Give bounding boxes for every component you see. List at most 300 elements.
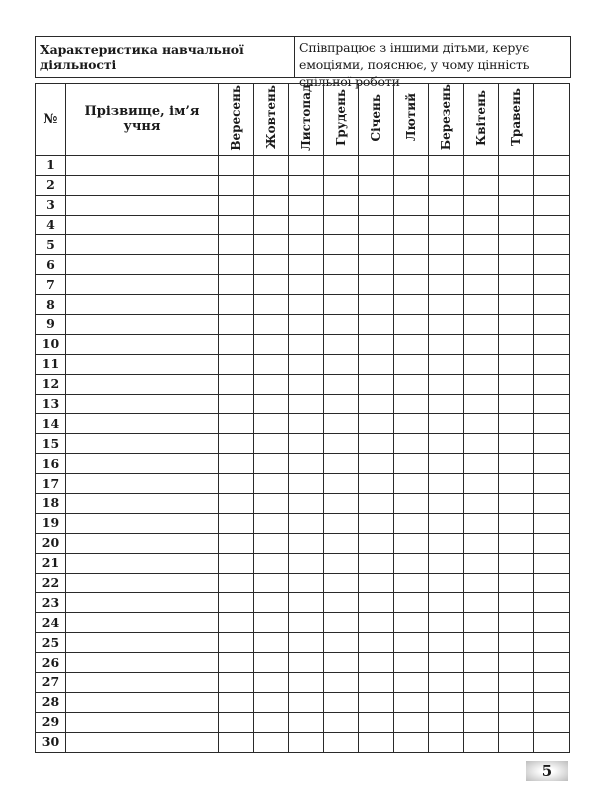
month-mark-cell[interactable] xyxy=(359,414,394,434)
month-mark-cell[interactable] xyxy=(254,573,289,593)
month-mark-cell[interactable] xyxy=(289,374,324,394)
student-name-cell[interactable] xyxy=(66,434,219,454)
month-mark-cell[interactable] xyxy=(324,334,359,354)
month-mark-cell[interactable] xyxy=(219,275,254,295)
month-mark-cell[interactable] xyxy=(254,474,289,494)
month-mark-cell[interactable] xyxy=(429,314,464,334)
month-mark-cell[interactable] xyxy=(359,653,394,673)
month-mark-cell[interactable] xyxy=(499,235,534,255)
month-mark-cell[interactable] xyxy=(499,255,534,275)
month-mark-cell[interactable] xyxy=(499,573,534,593)
month-mark-cell[interactable] xyxy=(429,653,464,673)
month-mark-cell[interactable] xyxy=(429,533,464,553)
month-mark-cell[interactable] xyxy=(254,653,289,673)
month-mark-cell[interactable] xyxy=(499,175,534,195)
student-name-cell[interactable] xyxy=(66,155,219,175)
month-mark-cell[interactable] xyxy=(394,314,429,334)
month-mark-cell[interactable] xyxy=(464,414,499,434)
month-mark-cell[interactable] xyxy=(289,712,324,732)
month-mark-cell[interactable] xyxy=(359,493,394,513)
month-mark-cell[interactable] xyxy=(464,454,499,474)
month-mark-cell[interactable] xyxy=(254,195,289,215)
month-mark-cell[interactable] xyxy=(289,692,324,712)
student-name-cell[interactable] xyxy=(66,513,219,533)
month-mark-cell[interactable] xyxy=(464,553,499,573)
month-mark-cell[interactable] xyxy=(219,334,254,354)
month-mark-cell[interactable] xyxy=(499,314,534,334)
month-mark-cell[interactable] xyxy=(289,454,324,474)
month-mark-cell[interactable] xyxy=(429,414,464,434)
month-mark-cell[interactable] xyxy=(499,474,534,494)
month-mark-cell[interactable] xyxy=(499,513,534,533)
month-mark-cell[interactable] xyxy=(289,613,324,633)
student-name-cell[interactable] xyxy=(66,454,219,474)
month-mark-cell[interactable] xyxy=(394,672,429,692)
month-mark-cell[interactable] xyxy=(219,672,254,692)
student-name-cell[interactable] xyxy=(66,414,219,434)
month-mark-cell[interactable] xyxy=(289,593,324,613)
month-mark-cell[interactable] xyxy=(464,275,499,295)
month-mark-cell[interactable] xyxy=(394,235,429,255)
month-mark-cell[interactable] xyxy=(219,374,254,394)
month-mark-cell[interactable] xyxy=(324,493,359,513)
month-mark-cell[interactable] xyxy=(324,175,359,195)
month-mark-cell[interactable] xyxy=(359,314,394,334)
student-name-cell[interactable] xyxy=(66,633,219,653)
month-mark-cell[interactable] xyxy=(394,613,429,633)
month-mark-cell[interactable] xyxy=(359,354,394,374)
month-mark-cell[interactable] xyxy=(289,653,324,673)
month-mark-cell[interactable] xyxy=(464,633,499,653)
month-mark-cell[interactable] xyxy=(499,354,534,374)
month-mark-cell[interactable] xyxy=(394,732,429,752)
month-mark-cell[interactable] xyxy=(324,314,359,334)
month-mark-cell[interactable] xyxy=(324,354,359,374)
month-mark-cell[interactable] xyxy=(289,235,324,255)
month-mark-cell[interactable] xyxy=(429,275,464,295)
month-mark-cell[interactable] xyxy=(429,553,464,573)
month-mark-cell[interactable] xyxy=(394,533,429,553)
month-mark-cell[interactable] xyxy=(394,553,429,573)
student-name-cell[interactable] xyxy=(66,314,219,334)
month-mark-cell[interactable] xyxy=(464,374,499,394)
month-mark-cell[interactable] xyxy=(499,533,534,553)
month-mark-cell[interactable] xyxy=(534,692,570,712)
month-mark-cell[interactable] xyxy=(359,155,394,175)
month-mark-cell[interactable] xyxy=(359,513,394,533)
month-mark-cell[interactable] xyxy=(464,295,499,315)
month-mark-cell[interactable] xyxy=(394,712,429,732)
month-mark-cell[interactable] xyxy=(394,414,429,434)
month-mark-cell[interactable] xyxy=(359,672,394,692)
month-mark-cell[interactable] xyxy=(394,334,429,354)
month-mark-cell[interactable] xyxy=(429,454,464,474)
month-mark-cell[interactable] xyxy=(359,712,394,732)
month-mark-cell[interactable] xyxy=(429,394,464,414)
month-mark-cell[interactable] xyxy=(534,215,570,235)
month-mark-cell[interactable] xyxy=(394,275,429,295)
month-mark-cell[interactable] xyxy=(219,215,254,235)
month-mark-cell[interactable] xyxy=(219,533,254,553)
month-mark-cell[interactable] xyxy=(429,334,464,354)
month-mark-cell[interactable] xyxy=(464,334,499,354)
month-mark-cell[interactable] xyxy=(219,235,254,255)
student-name-cell[interactable] xyxy=(66,712,219,732)
month-mark-cell[interactable] xyxy=(289,553,324,573)
month-mark-cell[interactable] xyxy=(289,474,324,494)
month-mark-cell[interactable] xyxy=(219,633,254,653)
month-mark-cell[interactable] xyxy=(254,553,289,573)
month-mark-cell[interactable] xyxy=(499,394,534,414)
month-mark-cell[interactable] xyxy=(324,593,359,613)
month-mark-cell[interactable] xyxy=(289,275,324,295)
month-mark-cell[interactable] xyxy=(324,155,359,175)
month-mark-cell[interactable] xyxy=(219,553,254,573)
month-mark-cell[interactable] xyxy=(499,195,534,215)
month-mark-cell[interactable] xyxy=(324,414,359,434)
month-mark-cell[interactable] xyxy=(534,712,570,732)
month-mark-cell[interactable] xyxy=(499,414,534,434)
month-mark-cell[interactable] xyxy=(254,354,289,374)
month-mark-cell[interactable] xyxy=(534,493,570,513)
month-mark-cell[interactable] xyxy=(464,533,499,553)
month-mark-cell[interactable] xyxy=(359,215,394,235)
month-mark-cell[interactable] xyxy=(499,712,534,732)
month-mark-cell[interactable] xyxy=(394,633,429,653)
month-mark-cell[interactable] xyxy=(324,394,359,414)
month-mark-cell[interactable] xyxy=(254,374,289,394)
month-mark-cell[interactable] xyxy=(254,454,289,474)
month-mark-cell[interactable] xyxy=(289,354,324,374)
month-mark-cell[interactable] xyxy=(394,434,429,454)
month-mark-cell[interactable] xyxy=(219,175,254,195)
month-mark-cell[interactable] xyxy=(289,533,324,553)
month-mark-cell[interactable] xyxy=(289,493,324,513)
month-mark-cell[interactable] xyxy=(219,155,254,175)
month-mark-cell[interactable] xyxy=(464,215,499,235)
month-mark-cell[interactable] xyxy=(219,314,254,334)
month-mark-cell[interactable] xyxy=(254,533,289,553)
month-mark-cell[interactable] xyxy=(429,593,464,613)
month-mark-cell[interactable] xyxy=(324,295,359,315)
month-mark-cell[interactable] xyxy=(464,593,499,613)
month-mark-cell[interactable] xyxy=(254,613,289,633)
month-mark-cell[interactable] xyxy=(394,493,429,513)
month-mark-cell[interactable] xyxy=(289,414,324,434)
student-name-cell[interactable] xyxy=(66,692,219,712)
month-mark-cell[interactable] xyxy=(534,474,570,494)
month-mark-cell[interactable] xyxy=(254,295,289,315)
month-mark-cell[interactable] xyxy=(324,374,359,394)
month-mark-cell[interactable] xyxy=(464,255,499,275)
month-mark-cell[interactable] xyxy=(464,513,499,533)
month-mark-cell[interactable] xyxy=(254,712,289,732)
month-mark-cell[interactable] xyxy=(254,493,289,513)
month-mark-cell[interactable] xyxy=(534,275,570,295)
month-mark-cell[interactable] xyxy=(359,394,394,414)
month-mark-cell[interactable] xyxy=(219,593,254,613)
month-mark-cell[interactable] xyxy=(534,513,570,533)
month-mark-cell[interactable] xyxy=(394,175,429,195)
month-mark-cell[interactable] xyxy=(429,295,464,315)
month-mark-cell[interactable] xyxy=(219,255,254,275)
month-mark-cell[interactable] xyxy=(359,553,394,573)
month-mark-cell[interactable] xyxy=(289,175,324,195)
month-mark-cell[interactable] xyxy=(324,513,359,533)
month-mark-cell[interactable] xyxy=(534,314,570,334)
month-mark-cell[interactable] xyxy=(499,633,534,653)
month-mark-cell[interactable] xyxy=(394,593,429,613)
month-mark-cell[interactable] xyxy=(499,653,534,673)
student-name-cell[interactable] xyxy=(66,195,219,215)
month-mark-cell[interactable] xyxy=(464,653,499,673)
month-mark-cell[interactable] xyxy=(289,295,324,315)
month-mark-cell[interactable] xyxy=(534,414,570,434)
month-mark-cell[interactable] xyxy=(219,434,254,454)
month-mark-cell[interactable] xyxy=(464,493,499,513)
month-mark-cell[interactable] xyxy=(429,712,464,732)
month-mark-cell[interactable] xyxy=(324,454,359,474)
month-mark-cell[interactable] xyxy=(429,235,464,255)
month-mark-cell[interactable] xyxy=(534,195,570,215)
month-mark-cell[interactable] xyxy=(324,613,359,633)
month-mark-cell[interactable] xyxy=(359,295,394,315)
month-mark-cell[interactable] xyxy=(254,513,289,533)
month-mark-cell[interactable] xyxy=(394,215,429,235)
student-name-cell[interactable] xyxy=(66,732,219,752)
month-mark-cell[interactable] xyxy=(219,692,254,712)
month-mark-cell[interactable] xyxy=(429,493,464,513)
month-mark-cell[interactable] xyxy=(464,732,499,752)
month-mark-cell[interactable] xyxy=(534,235,570,255)
month-mark-cell[interactable] xyxy=(534,633,570,653)
month-mark-cell[interactable] xyxy=(499,155,534,175)
month-mark-cell[interactable] xyxy=(429,613,464,633)
month-mark-cell[interactable] xyxy=(289,255,324,275)
month-mark-cell[interactable] xyxy=(254,593,289,613)
student-name-cell[interactable] xyxy=(66,235,219,255)
month-mark-cell[interactable] xyxy=(499,275,534,295)
student-name-cell[interactable] xyxy=(66,533,219,553)
student-name-cell[interactable] xyxy=(66,255,219,275)
month-mark-cell[interactable] xyxy=(254,255,289,275)
month-mark-cell[interactable] xyxy=(254,434,289,454)
month-mark-cell[interactable] xyxy=(394,394,429,414)
month-mark-cell[interactable] xyxy=(219,295,254,315)
month-mark-cell[interactable] xyxy=(359,633,394,653)
month-mark-cell[interactable] xyxy=(359,195,394,215)
month-mark-cell[interactable] xyxy=(534,454,570,474)
month-mark-cell[interactable] xyxy=(429,175,464,195)
month-mark-cell[interactable] xyxy=(254,672,289,692)
student-name-cell[interactable] xyxy=(66,215,219,235)
month-mark-cell[interactable] xyxy=(359,175,394,195)
month-mark-cell[interactable] xyxy=(289,732,324,752)
month-mark-cell[interactable] xyxy=(429,155,464,175)
month-mark-cell[interactable] xyxy=(499,493,534,513)
month-mark-cell[interactable] xyxy=(429,692,464,712)
month-mark-cell[interactable] xyxy=(499,454,534,474)
month-mark-cell[interactable] xyxy=(359,533,394,553)
month-mark-cell[interactable] xyxy=(359,334,394,354)
month-mark-cell[interactable] xyxy=(394,692,429,712)
month-mark-cell[interactable] xyxy=(464,474,499,494)
month-mark-cell[interactable] xyxy=(359,255,394,275)
student-name-cell[interactable] xyxy=(66,175,219,195)
month-mark-cell[interactable] xyxy=(394,653,429,673)
month-mark-cell[interactable] xyxy=(219,414,254,434)
student-name-cell[interactable] xyxy=(66,493,219,513)
month-mark-cell[interactable] xyxy=(534,374,570,394)
month-mark-cell[interactable] xyxy=(219,354,254,374)
month-mark-cell[interactable] xyxy=(499,593,534,613)
month-mark-cell[interactable] xyxy=(324,692,359,712)
month-mark-cell[interactable] xyxy=(254,334,289,354)
month-mark-cell[interactable] xyxy=(464,712,499,732)
month-mark-cell[interactable] xyxy=(254,394,289,414)
month-mark-cell[interactable] xyxy=(219,613,254,633)
month-mark-cell[interactable] xyxy=(534,613,570,633)
month-mark-cell[interactable] xyxy=(464,235,499,255)
month-mark-cell[interactable] xyxy=(219,573,254,593)
month-mark-cell[interactable] xyxy=(464,394,499,414)
month-mark-cell[interactable] xyxy=(324,533,359,553)
month-mark-cell[interactable] xyxy=(464,175,499,195)
month-mark-cell[interactable] xyxy=(394,474,429,494)
month-mark-cell[interactable] xyxy=(394,374,429,394)
month-mark-cell[interactable] xyxy=(219,394,254,414)
student-name-cell[interactable] xyxy=(66,275,219,295)
month-mark-cell[interactable] xyxy=(429,434,464,454)
month-mark-cell[interactable] xyxy=(534,255,570,275)
month-mark-cell[interactable] xyxy=(534,573,570,593)
student-name-cell[interactable] xyxy=(66,613,219,633)
month-mark-cell[interactable] xyxy=(534,732,570,752)
month-mark-cell[interactable] xyxy=(359,573,394,593)
month-mark-cell[interactable] xyxy=(324,215,359,235)
month-mark-cell[interactable] xyxy=(429,255,464,275)
month-mark-cell[interactable] xyxy=(324,434,359,454)
month-mark-cell[interactable] xyxy=(289,334,324,354)
month-mark-cell[interactable] xyxy=(499,672,534,692)
month-mark-cell[interactable] xyxy=(429,573,464,593)
month-mark-cell[interactable] xyxy=(499,434,534,454)
month-mark-cell[interactable] xyxy=(394,573,429,593)
month-mark-cell[interactable] xyxy=(359,434,394,454)
month-mark-cell[interactable] xyxy=(464,155,499,175)
month-mark-cell[interactable] xyxy=(324,553,359,573)
month-mark-cell[interactable] xyxy=(324,653,359,673)
month-mark-cell[interactable] xyxy=(324,275,359,295)
student-name-cell[interactable] xyxy=(66,573,219,593)
month-mark-cell[interactable] xyxy=(534,533,570,553)
month-mark-cell[interactable] xyxy=(499,732,534,752)
month-mark-cell[interactable] xyxy=(394,255,429,275)
month-mark-cell[interactable] xyxy=(219,195,254,215)
month-mark-cell[interactable] xyxy=(359,235,394,255)
month-mark-cell[interactable] xyxy=(219,513,254,533)
month-mark-cell[interactable] xyxy=(359,374,394,394)
month-mark-cell[interactable] xyxy=(464,434,499,454)
month-mark-cell[interactable] xyxy=(359,593,394,613)
month-mark-cell[interactable] xyxy=(534,434,570,454)
month-mark-cell[interactable] xyxy=(289,633,324,653)
student-name-cell[interactable] xyxy=(66,354,219,374)
student-name-cell[interactable] xyxy=(66,374,219,394)
month-mark-cell[interactable] xyxy=(534,394,570,414)
month-mark-cell[interactable] xyxy=(289,215,324,235)
month-mark-cell[interactable] xyxy=(324,633,359,653)
month-mark-cell[interactable] xyxy=(534,653,570,673)
month-mark-cell[interactable] xyxy=(429,633,464,653)
month-mark-cell[interactable] xyxy=(499,613,534,633)
student-name-cell[interactable] xyxy=(66,295,219,315)
month-mark-cell[interactable] xyxy=(534,553,570,573)
month-mark-cell[interactable] xyxy=(464,672,499,692)
month-mark-cell[interactable] xyxy=(429,354,464,374)
month-mark-cell[interactable] xyxy=(219,732,254,752)
month-mark-cell[interactable] xyxy=(254,275,289,295)
month-mark-cell[interactable] xyxy=(499,334,534,354)
month-mark-cell[interactable] xyxy=(324,255,359,275)
month-mark-cell[interactable] xyxy=(464,314,499,334)
month-mark-cell[interactable] xyxy=(534,334,570,354)
month-mark-cell[interactable] xyxy=(254,633,289,653)
month-mark-cell[interactable] xyxy=(289,314,324,334)
month-mark-cell[interactable] xyxy=(324,573,359,593)
student-name-cell[interactable] xyxy=(66,553,219,573)
month-mark-cell[interactable] xyxy=(324,732,359,752)
student-name-cell[interactable] xyxy=(66,394,219,414)
month-mark-cell[interactable] xyxy=(289,394,324,414)
student-name-cell[interactable] xyxy=(66,672,219,692)
month-mark-cell[interactable] xyxy=(464,354,499,374)
month-mark-cell[interactable] xyxy=(324,195,359,215)
month-mark-cell[interactable] xyxy=(534,175,570,195)
month-mark-cell[interactable] xyxy=(254,314,289,334)
month-mark-cell[interactable] xyxy=(219,454,254,474)
month-mark-cell[interactable] xyxy=(394,295,429,315)
month-mark-cell[interactable] xyxy=(499,553,534,573)
month-mark-cell[interactable] xyxy=(534,593,570,613)
month-mark-cell[interactable] xyxy=(534,672,570,692)
month-mark-cell[interactable] xyxy=(359,275,394,295)
month-mark-cell[interactable] xyxy=(324,474,359,494)
month-mark-cell[interactable] xyxy=(359,732,394,752)
month-mark-cell[interactable] xyxy=(359,613,394,633)
month-mark-cell[interactable] xyxy=(499,295,534,315)
month-mark-cell[interactable] xyxy=(534,155,570,175)
month-mark-cell[interactable] xyxy=(219,493,254,513)
month-mark-cell[interactable] xyxy=(429,374,464,394)
month-mark-cell[interactable] xyxy=(429,672,464,692)
month-mark-cell[interactable] xyxy=(429,474,464,494)
month-mark-cell[interactable] xyxy=(359,474,394,494)
month-mark-cell[interactable] xyxy=(219,653,254,673)
month-mark-cell[interactable] xyxy=(429,195,464,215)
month-mark-cell[interactable] xyxy=(464,692,499,712)
month-mark-cell[interactable] xyxy=(499,692,534,712)
month-mark-cell[interactable] xyxy=(429,215,464,235)
month-mark-cell[interactable] xyxy=(464,613,499,633)
month-mark-cell[interactable] xyxy=(219,474,254,494)
month-mark-cell[interactable] xyxy=(289,195,324,215)
month-mark-cell[interactable] xyxy=(394,195,429,215)
month-mark-cell[interactable] xyxy=(254,175,289,195)
month-mark-cell[interactable] xyxy=(394,454,429,474)
month-mark-cell[interactable] xyxy=(394,354,429,374)
month-mark-cell[interactable] xyxy=(324,712,359,732)
